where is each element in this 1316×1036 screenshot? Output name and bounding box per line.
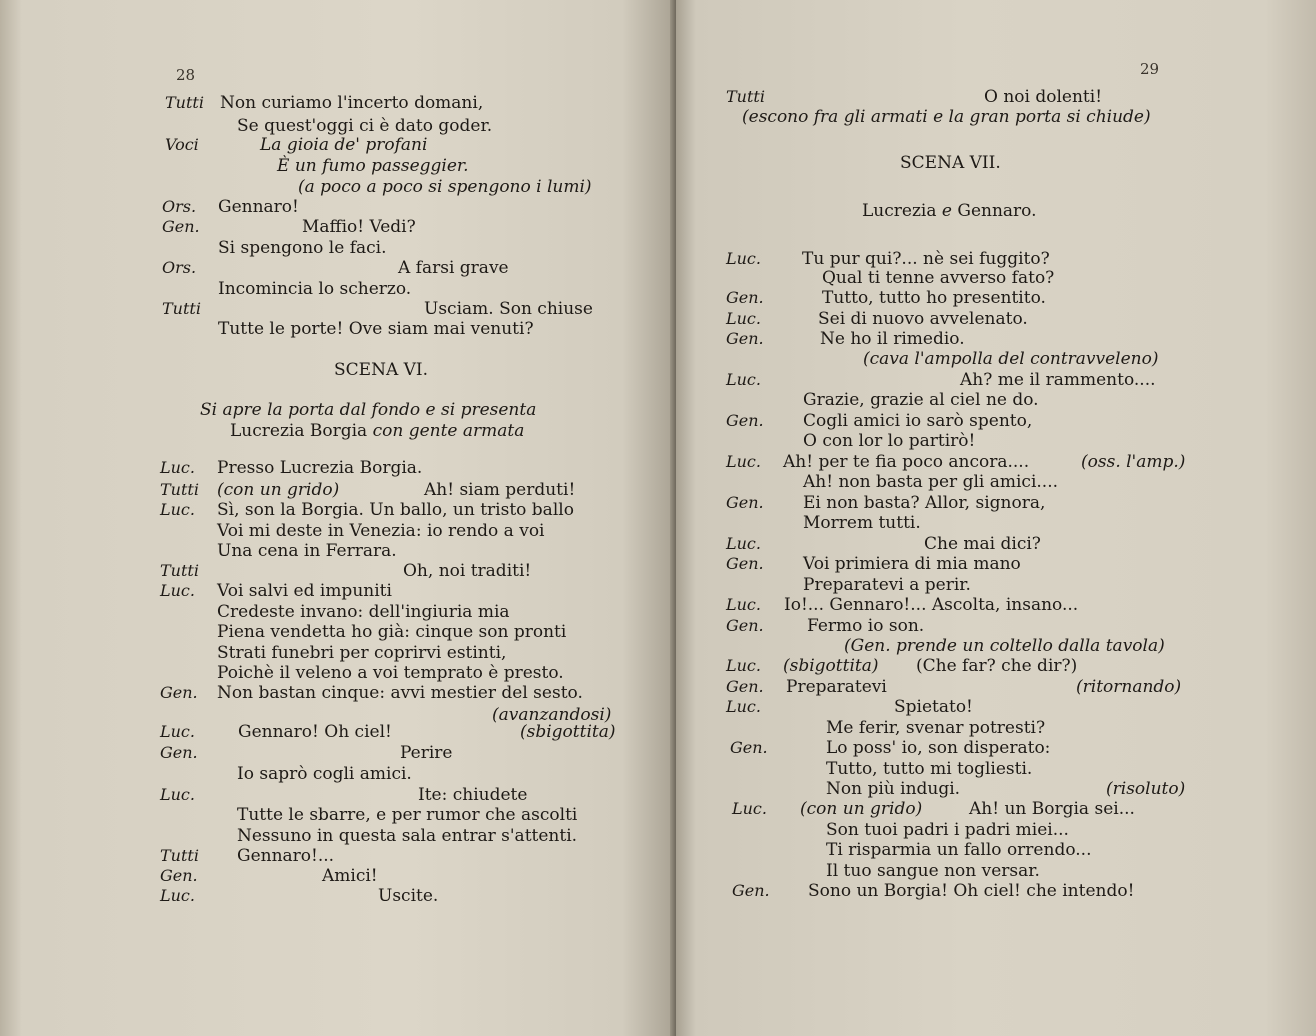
scene-title: SCENA VII. bbox=[900, 153, 1001, 173]
speaker-label: Ors. bbox=[162, 258, 197, 277]
scene-conjunction: e bbox=[941, 201, 952, 221]
line-text: (a poco a poco si spengono i lumi) bbox=[298, 177, 592, 197]
line-text: (Che far? che dir?) bbox=[916, 656, 1078, 676]
line-text: Nessuno in questa sala entrar s'attenti. bbox=[237, 826, 578, 846]
line-text: Si spengono le faci. bbox=[218, 238, 387, 258]
line-text: A farsi grave bbox=[398, 258, 509, 278]
line-text: Cogli amici io sarò spento, bbox=[803, 411, 1033, 431]
line-text: Tutto, tutto ho presentito. bbox=[822, 288, 1046, 308]
line-text: Me ferir, svenar potresti? bbox=[826, 718, 1046, 738]
line-text: Sì, son la Borgia. Un ballo, un tristo ballo bbox=[217, 500, 574, 520]
line-text: Tutto, tutto mi togliesti. bbox=[826, 759, 1033, 779]
speaker-label: Gen. bbox=[726, 329, 764, 348]
speaker-label: Tutti bbox=[162, 299, 201, 318]
line-text: Spietato! bbox=[894, 697, 973, 717]
line-text: Poichè il veleno a voi temprato è presto. bbox=[217, 663, 564, 683]
speaker-label: Luc. bbox=[732, 799, 767, 818]
speaker-label: Luc. bbox=[160, 886, 195, 905]
line-text: È un fumo passeggier. bbox=[277, 156, 469, 176]
speaker-label: Luc. bbox=[726, 697, 761, 716]
speaker-label: Gen. bbox=[160, 683, 198, 702]
line-text: Il tuo sangue non versar. bbox=[826, 861, 1040, 881]
speaker-label: Tutti bbox=[160, 480, 199, 499]
speaker-label: Luc. bbox=[726, 452, 761, 471]
scene-title: SCENA VI. bbox=[334, 360, 429, 380]
line-text: Non bastan cinque: avvi mestier del sesto. bbox=[217, 683, 583, 703]
line-text: Qual ti tenne avverso fato? bbox=[822, 268, 1055, 288]
scene-character: Lucrezia Borgia bbox=[230, 421, 368, 441]
right-page bbox=[676, 0, 1316, 1036]
speaker-label: Voci bbox=[165, 135, 199, 154]
line-text: Sono un Borgia! Oh ciel! che intendo! bbox=[808, 881, 1135, 901]
line-text: O noi dolenti! bbox=[984, 87, 1103, 107]
line-text: Tu pur qui?... nè sei fuggito? bbox=[802, 249, 1050, 269]
line-text: (Gen. prende un coltello dalla tavola) bbox=[844, 636, 1165, 656]
line-text: Ah! siam perduti! bbox=[424, 480, 576, 500]
line-text: Ti risparmia un fallo orrendo... bbox=[826, 840, 1092, 860]
line-text: Grazie, grazie al ciel ne do. bbox=[803, 390, 1039, 410]
speaker-label: Luc. bbox=[160, 500, 195, 519]
speaker-label: Luc. bbox=[726, 656, 761, 675]
line-text: Tutte le porte! Ove siam mai venuti? bbox=[218, 319, 534, 339]
speaker-label: Luc. bbox=[726, 595, 761, 614]
speaker-label: Gen. bbox=[726, 554, 764, 573]
speaker-label: Gen. bbox=[726, 493, 764, 512]
line-text: Gennaro! bbox=[218, 197, 299, 217]
line-text: Preparatevi a perir. bbox=[803, 575, 971, 595]
line-text: Incomincia lo scherzo. bbox=[218, 279, 412, 299]
line-text: Lo poss' io, son disperato: bbox=[826, 738, 1051, 758]
line-text: Ne ho il rimedio. bbox=[820, 329, 965, 349]
line-text: Ah! per te fia poco ancora.... bbox=[783, 452, 1030, 472]
stage-direction: (oss. l'amp.) bbox=[1081, 452, 1186, 472]
line-text: Che mai dici? bbox=[924, 534, 1041, 554]
line-text: Presso Lucrezia Borgia. bbox=[217, 458, 423, 478]
speaker-label: Gen. bbox=[726, 616, 764, 635]
stage-direction: (ritornando) bbox=[1076, 677, 1182, 697]
speaker-label: Luc. bbox=[160, 458, 195, 477]
speaker-label: Luc. bbox=[160, 785, 195, 804]
line-text: Ah? me il rammento.... bbox=[960, 370, 1156, 390]
line-text: (avanzandosi) bbox=[492, 705, 612, 725]
line-text: Io saprò cogli amici. bbox=[237, 764, 412, 784]
line-text: Non più indugi. bbox=[826, 779, 961, 799]
line-text: Io!... Gennaro!... Ascolta, insano... bbox=[784, 595, 1079, 615]
stage-direction: (sbigottita) bbox=[520, 722, 616, 742]
speaker-label: Gen. bbox=[160, 743, 198, 762]
line-text: Gennaro!... bbox=[237, 846, 335, 866]
scene-persons bbox=[862, 201, 1037, 221]
line-text: Sei di nuovo avvelenato. bbox=[818, 309, 1028, 329]
line-text: Amici! bbox=[322, 866, 378, 886]
speaker-label: Gen. bbox=[726, 288, 764, 307]
line-text: La gioia de' profani bbox=[260, 135, 428, 155]
speaker-label: Luc. bbox=[726, 249, 761, 268]
line-text: Ah! non basta per gli amici.... bbox=[803, 472, 1059, 492]
line-text: Son tuoi padri i padri miei... bbox=[826, 820, 1069, 840]
line-text: Non curiamo l'incerto domani, bbox=[220, 93, 484, 113]
scene-direction bbox=[230, 421, 524, 441]
speaker-label: Gen. bbox=[730, 738, 768, 757]
page-number: 29 bbox=[1140, 60, 1160, 78]
stage-direction: (con un grido) bbox=[217, 480, 340, 500]
speaker-label: Gen. bbox=[726, 411, 764, 430]
speaker-label: Gen. bbox=[160, 866, 198, 885]
speaker-label: Ors. bbox=[162, 197, 197, 216]
stage-direction: (sbigottita) bbox=[783, 656, 879, 676]
line-text: (escono fra gli armati e la gran porta si chiude) bbox=[742, 107, 1151, 127]
line-text: Ah! un Borgia sei... bbox=[969, 799, 1135, 819]
scene-character: Gennaro. bbox=[957, 201, 1037, 221]
line-text: Piena vendetta ho già: cinque son pronti bbox=[217, 622, 567, 642]
speaker-label: Gen. bbox=[732, 881, 770, 900]
line-text: Voi primiera di mia mano bbox=[803, 554, 1021, 574]
speaker-label: Luc. bbox=[160, 581, 195, 600]
stage-direction: (con un grido) bbox=[800, 799, 923, 819]
speaker-label: Tutti bbox=[726, 87, 765, 106]
line-text: Preparatevi bbox=[786, 677, 887, 697]
stage-direction: (risoluto) bbox=[1106, 779, 1186, 799]
scene-character: Lucrezia bbox=[862, 201, 937, 221]
line-text: Una cena in Ferrara. bbox=[217, 541, 397, 561]
line-text: Voi salvi ed impuniti bbox=[217, 581, 392, 601]
scene-direction-text: con gente armata bbox=[372, 421, 525, 441]
line-text: Strati funebri per coprirvi estinti, bbox=[217, 643, 507, 663]
line-text: Tutte le sbarre, e per rumor che ascolti bbox=[237, 805, 578, 825]
line-text: Usciam. Son chiuse bbox=[424, 299, 593, 319]
line-text: (cava l'ampolla del contravveleno) bbox=[863, 349, 1159, 369]
line-text: Morrem tutti. bbox=[803, 513, 921, 533]
line-text: Ite: chiudete bbox=[418, 785, 528, 805]
scene-direction: Si apre la porta dal fondo e si presenta bbox=[200, 400, 537, 420]
speaker-label: Luc. bbox=[726, 534, 761, 553]
line-text: Maffio! Vedi? bbox=[302, 217, 416, 237]
speaker-label: Tutti bbox=[165, 93, 204, 112]
line-text: Fermo io son. bbox=[807, 616, 925, 636]
speaker-label: Gen. bbox=[726, 677, 764, 696]
page-number: 28 bbox=[176, 66, 196, 84]
line-text: Oh, noi traditi! bbox=[403, 561, 532, 581]
line-text: Uscite. bbox=[378, 886, 439, 906]
line-text: Se quest'oggi ci è dato goder. bbox=[237, 116, 493, 136]
speaker-label: Luc. bbox=[726, 370, 761, 389]
speaker-label: Gen. bbox=[162, 217, 200, 236]
speaker-label: Luc. bbox=[160, 722, 195, 741]
line-text: Voi mi deste in Venezia: io rendo a voi bbox=[217, 521, 545, 541]
line-text: Credeste invano: dell'ingiuria mia bbox=[217, 602, 510, 622]
speaker-label: Tutti bbox=[160, 846, 199, 865]
line-text: O con lor lo partirò! bbox=[803, 431, 976, 451]
line-text: Ei non basta? Allor, signora, bbox=[803, 493, 1046, 513]
speaker-label: Luc. bbox=[726, 309, 761, 328]
line-text: Gennaro! Oh ciel! bbox=[238, 722, 392, 742]
speaker-label: Tutti bbox=[160, 561, 199, 580]
line-text: Perire bbox=[400, 743, 453, 763]
